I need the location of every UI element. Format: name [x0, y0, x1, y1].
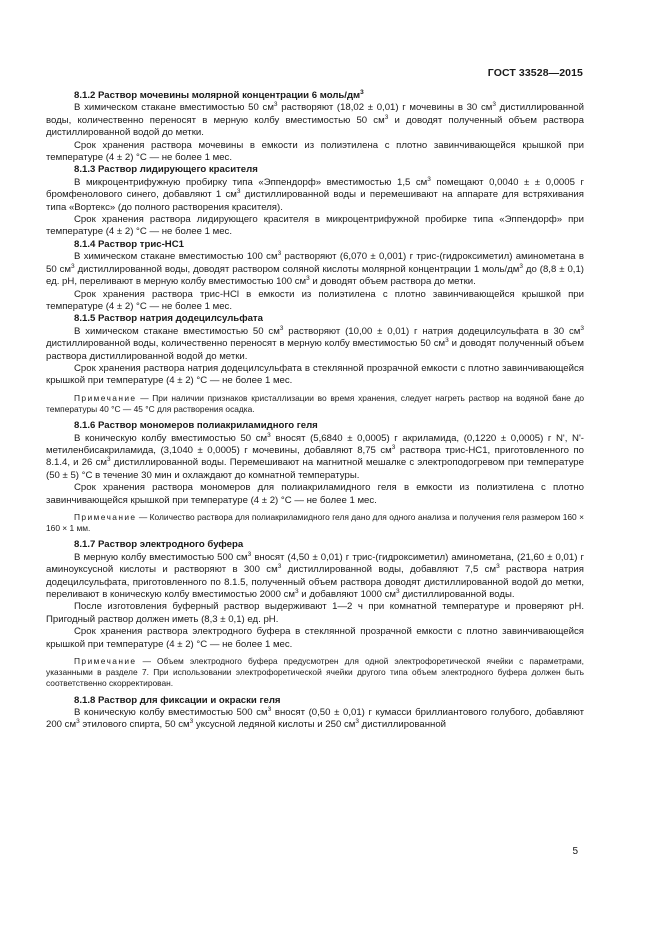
standard-header: ГОСТ 33528—2015 [487, 67, 583, 79]
section-heading-8-1-4: 8.1.4 Раствор трис-НС1 [74, 238, 184, 250]
section-heading-8-1-7: 8.1.7 Раствор электродного буфера [74, 539, 244, 551]
page-number: 5 [572, 846, 578, 857]
paragraph: Срок хранения раствора мономеров для полиакриламидного геля в емкости из полиэтилена с плотно завинчивающейся крышкой при температуре (4 ± 2) °С — не более 1 мес. [46, 482, 584, 506]
paragraph: В мерную колбу вместимостью 500 $см^3$ вносят (4,50 ± 0,01) г трис-(гидроксиметил) аминометана, (21,60 ± 0,01) г аминоуксусной кислоты и растворяют в 300 $см^3$ дистиллированной воды, добавляют 7,5 $см^3$ раствора натрия додецилсульфата, приготовленного по 8.1.5, полученный объем раствора доводят дистиллированной водой до метки, переливают в коническую колбу вместимостью 2000 $см^3$ и добавляют 1000 $см^3$ дистиллированной воды. [46, 550, 584, 601]
note: Примечание — При наличии признаков кристаллизации во время хранения, следует нагреть раствор на водяной бане до температуры 40 °С — 45 °С для растворения осадка. [46, 392, 584, 414]
paragraph: В химическом стакане вместимостью 50 $см^3$ растворяют (18,02 ± 0,01) г мочевины в 30 $см^3$ дистиллированной воды, количественно переносят в мерную колбу вместимостью 50 $см^3$ и доводят полученный объем раствора дистиллированной водой до метки. [46, 101, 584, 139]
paragraph: В химическом стакане вместимостью 100 $см^3$ растворяют (6,070 ± 0,001) г трис-(гидроксиметил) аминометана в 50 $см^3$ дистиллированной воды, доводят раствором соляной кислоты молярной концентрации 1 моль/$дм^3$ до (8,8 ± 0,1) ед. pH, переливают в мерную колбу вместимостью 100 $см^3$ и доводят объем раствора до метки. [46, 250, 584, 288]
paragraph: В коническую колбу вместимостью 50 $см^3$ вносят (5,6840 ± 0,0005) г акриламида, (0,1220 ± 0,0005) г N', N'-метиленбисакриламида, (3,1040 ± 0,0005) г мочевины, добавляют 8,75 $см^3$ раствора трис-НС1, приготовленного по 8.1.4, и 26 $см^3$ дистиллированной воды. Перемешивают на магнитной мешалке с электроподогревом при температуре (50 ± 5) °С в течение 30 мин и охлаждают до комнатной температуры. [46, 431, 584, 481]
note-label: Примечание [74, 512, 137, 522]
paragraph: В коническую колбу вместимостью 500 $см^3$ вносят (0,50 ± 0,01) г кумасси бриллиантового голубого, добавляют 200 $см^3$ этилового спирта, 50 $см^3$ уксусной ледяной кислоты и 250 $см^3$ дистиллированной [46, 706, 584, 731]
paragraph: В химическом стакане вместимостью 50 $см^3$ растворяют (10,00 ± 0,01) г натрия додецилсульфата в 30 $см^3$ дистиллированной воды, количественно переносят в мерную колбу вместимостью 50 $см^3$ и доводят полученный объем раствора дистиллированной водой до метки. [46, 324, 584, 362]
document-body [46, 90, 584, 732]
note: Примечание — Количество раствора для полиакриламидного геля дано для одного анализа и получения геля размером 160 × 160 × 1 мм. [46, 512, 584, 534]
note-label: Примечание [74, 392, 137, 403]
paragraph: В микроцентрифужную пробирку типа «Эппендорф» вместимостью 1,5 $см^3$ помещают 0,0040 ± ± 0,0005 г бромфенолового синего, добавляют 1 $см^3$ дистиллированной воды и перемешивают на аппарате для встряхивания типа «Вортекс» (до полного растворения красителя). [46, 175, 584, 213]
section-heading-8-1-3: 8.1.3 Раствор лидирующего красителя [74, 164, 258, 176]
section-heading-8-1-6: 8.1.6 Раствор мономеров полиакриламидного геля [74, 420, 318, 432]
paragraph: Срок хранения раствора трис-НCl в емкости из полиэтилена с плотно завинчивающейся крышкой при температуре (4 ± 2) °С — не более 1 мес. [46, 288, 584, 312]
note: Примечание — Объем электродного буфера предусмотрен для одной электрофоретической ячейки с параметрами, указанными в разделе 7. При использовании электрофоретической ячейки другого типа объем электродного буфера должен быть соответственно скорректирован. [46, 656, 584, 689]
section-heading-8-1-5: 8.1.5 Раствор натрия додецилсульфата [74, 313, 263, 325]
section-heading-8-1-2: 8.1.2 Раствор мочевины молярной концентрации 6 моль/$дм^3$ [74, 89, 364, 101]
paragraph: После изготовления буферный раствор выдерживают 1—2 ч при комнатной температуре и проверяют pH. Пригодный раствор должен иметь (8,3 ± 0,1) ед. pH. [46, 601, 584, 625]
paragraph: Срок хранения раствора натрия додецилсульфата в стеклянной прозрачной емкости с плотно завинчивающейся крышкой при температуре (4 ± 2) °С — не более 1 мес. [46, 362, 584, 387]
section-heading-8-1-8: 8.1.8 Раствор для фиксации и окраски геля [74, 694, 281, 706]
note-label: Примечание [74, 656, 137, 667]
paragraph: Срок хранения раствора мочевины в емкости из полиэтилена с плотно завинчивающейся крышкой при температуре (4 ± 2) °С — не более 1 мес. [46, 139, 584, 164]
paragraph: Срок хранения раствора лидирующего красителя в микроцентрифужной пробирке типа «Эппендорф» при температуре (4 ± 2) °С — не более 1 мес. [46, 214, 584, 238]
paragraph: Срок хранения раствора электродного буфера в стеклянной прозрачной емкости с плотно завинчивающейся крышкой при температуре (4 ± 2) °С — не более 1 мес. [46, 626, 584, 650]
